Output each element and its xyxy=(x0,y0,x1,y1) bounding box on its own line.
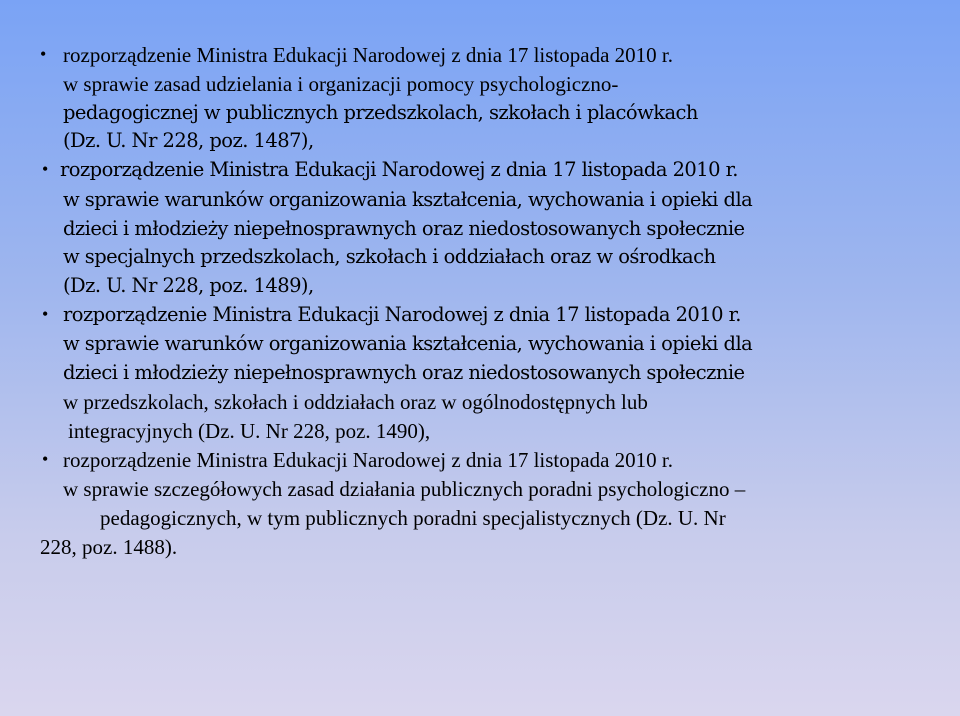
bullet-icon: • xyxy=(40,44,47,64)
item-3-line-4: w przedszkolach, szkołach i oddziałach oraz w ogólnodostępnych lub xyxy=(63,390,648,414)
item-4-line-1: rozporządzenie Ministra Edukacji Narodowej z dnia 17 listopada 2010 r. xyxy=(63,448,673,472)
bullet-icon: • xyxy=(42,159,49,179)
item-2-line-4: w specjalnych przedszkolach, szkołach i oddziałach oraz w ośrodkach xyxy=(63,245,716,268)
item-1-line-4: (Dz. U. Nr 228, poz. 1487), xyxy=(63,129,314,152)
item-3-line-1: rozporządzenie Ministra Edukacji Narodowej z dnia 17 listopada 2010 r. xyxy=(63,303,741,326)
item-1-line-2: w sprawie zasad udzielania i organizacji pomocy psychologiczno- xyxy=(63,72,619,96)
item-2-line-2: w sprawie warunków organizowania kształcenia, wychowania i opieki dla xyxy=(63,188,753,211)
item-2-line-5: (Dz. U. Nr 228, poz. 1489), xyxy=(63,274,314,297)
item-3-line-5: integracyjnych (Dz. U. Nr 228, poz. 1490), xyxy=(68,419,431,443)
item-4-line-4: 228, poz. 1488). xyxy=(40,535,178,559)
item-3-line-3: dzieci i młodzieży niepełnosprawnych oraz niedostosowanych społecznie xyxy=(63,361,745,384)
item-1-line-3: pedagogicznej w publicznych przedszkolach, szkołach i placówkach xyxy=(63,101,698,124)
bullet-icon: • xyxy=(42,449,49,469)
bullet-icon: • xyxy=(42,304,49,324)
item-3-line-2: w sprawie warunków organizowania kształcenia, wychowania i opieki dla xyxy=(63,332,753,355)
item-2-line-1: rozporządzenie Ministra Edukacji Narodowej z dnia 17 listopada 2010 r. xyxy=(60,158,738,181)
item-1-line-1: rozporządzenie Ministra Edukacji Narodowej z dnia 17 listopada 2010 r. xyxy=(63,43,673,67)
item-2-line-3: dzieci i młodzieży niepełnosprawnych oraz niedostosowanych społecznie xyxy=(63,217,745,240)
item-4-line-3: pedagogicznych, w tym publicznych poradni specjalistycznych (Dz. U. Nr xyxy=(100,506,726,530)
item-4-line-2: w sprawie szczegółowych zasad działania publicznych poradni psychologiczno – xyxy=(63,477,746,501)
